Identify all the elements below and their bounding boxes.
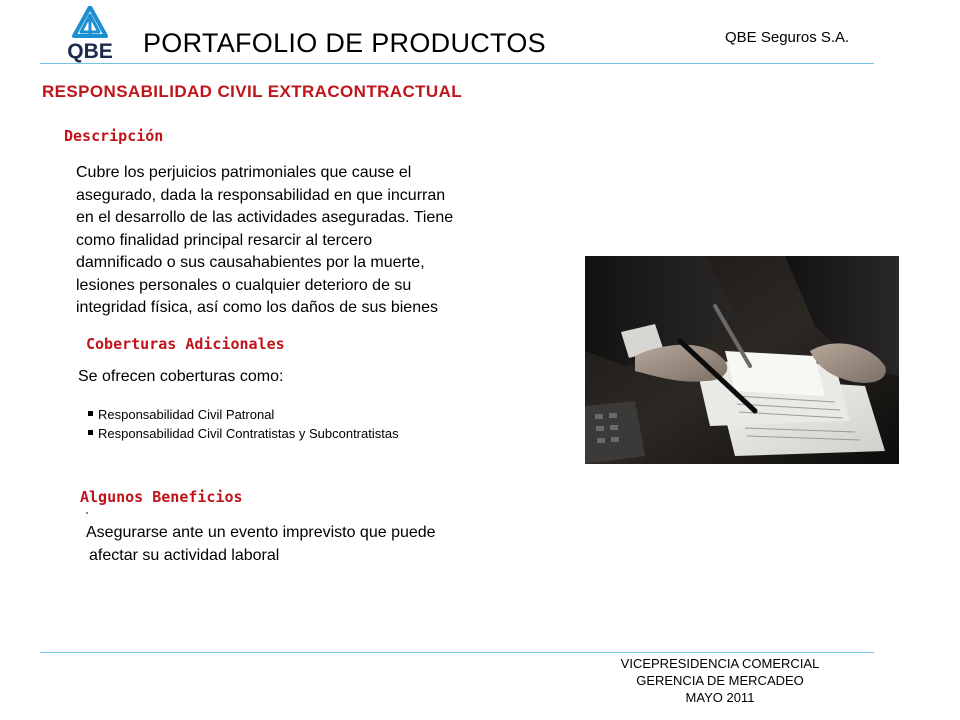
descripcion-line: asegurado, dada la responsabilidad en que incurran	[76, 186, 446, 204]
qbe-logo-icon	[62, 6, 118, 64]
top-divider	[40, 63, 874, 64]
bottom-divider	[40, 652, 874, 653]
list-item	[88, 405, 399, 424]
small-dot	[86, 512, 88, 514]
beneficios-line: afectar su actividad laboral	[89, 546, 280, 564]
beneficios-text	[86, 522, 526, 567]
coberturas-list	[88, 405, 399, 443]
descripcion-line: lesiones personales o cualquier deterioro de su	[76, 276, 412, 294]
beneficios-heading: Algunos Beneficios	[80, 488, 243, 506]
descripcion-line: como finalidad principal resarcir al tercero	[76, 231, 373, 249]
coberturas-intro: Se ofrecen coberturas como:	[78, 368, 284, 385]
company-name: QBE Seguros S.A.	[725, 29, 850, 46]
coberturas-heading: Coberturas Adicionales	[86, 335, 285, 353]
business-documents-photo	[585, 256, 899, 464]
descripcion-line: Cubre los perjuicios patrimoniales que cause el	[76, 164, 412, 181]
footer-line: GERENCIA DE MERCADEO	[636, 673, 804, 688]
footer-line: VICEPRESIDENCIA COMERCIAL	[620, 656, 820, 671]
beneficios-line: Asegurarse ante un evento imprevisto que puede	[86, 524, 436, 541]
descripcion-heading: Descripción	[64, 127, 164, 145]
footer	[560, 655, 880, 706]
list-item-label: Responsabilidad Civil Patronal	[98, 407, 275, 422]
descripcion-line: damnificado o sus causahabientes por la muerte,	[76, 254, 425, 271]
footer-line: MAYO 2011	[685, 690, 755, 705]
descripcion-line: integridad física, así como los daños de sus bienes	[76, 299, 438, 316]
photo-illustration	[585, 256, 899, 464]
logo-text: QBE	[67, 40, 113, 63]
bullet-square-icon	[88, 411, 93, 416]
bullet-square-icon	[88, 430, 93, 435]
page-title: PORTAFOLIO DE PRODUCTOS	[143, 28, 546, 58]
list-item-label: Responsabilidad Civil Contratistas y Subcontratistas	[98, 426, 399, 441]
qbe-logo-mark	[62, 6, 118, 40]
descripcion-line: en el desarrollo de las actividades aseguradas. Tiene	[76, 209, 454, 226]
section-title: RESPONSABILIDAD CIVIL EXTRACONTRACTUAL	[42, 82, 463, 101]
descripcion-text	[76, 162, 546, 320]
list-item	[88, 424, 399, 443]
